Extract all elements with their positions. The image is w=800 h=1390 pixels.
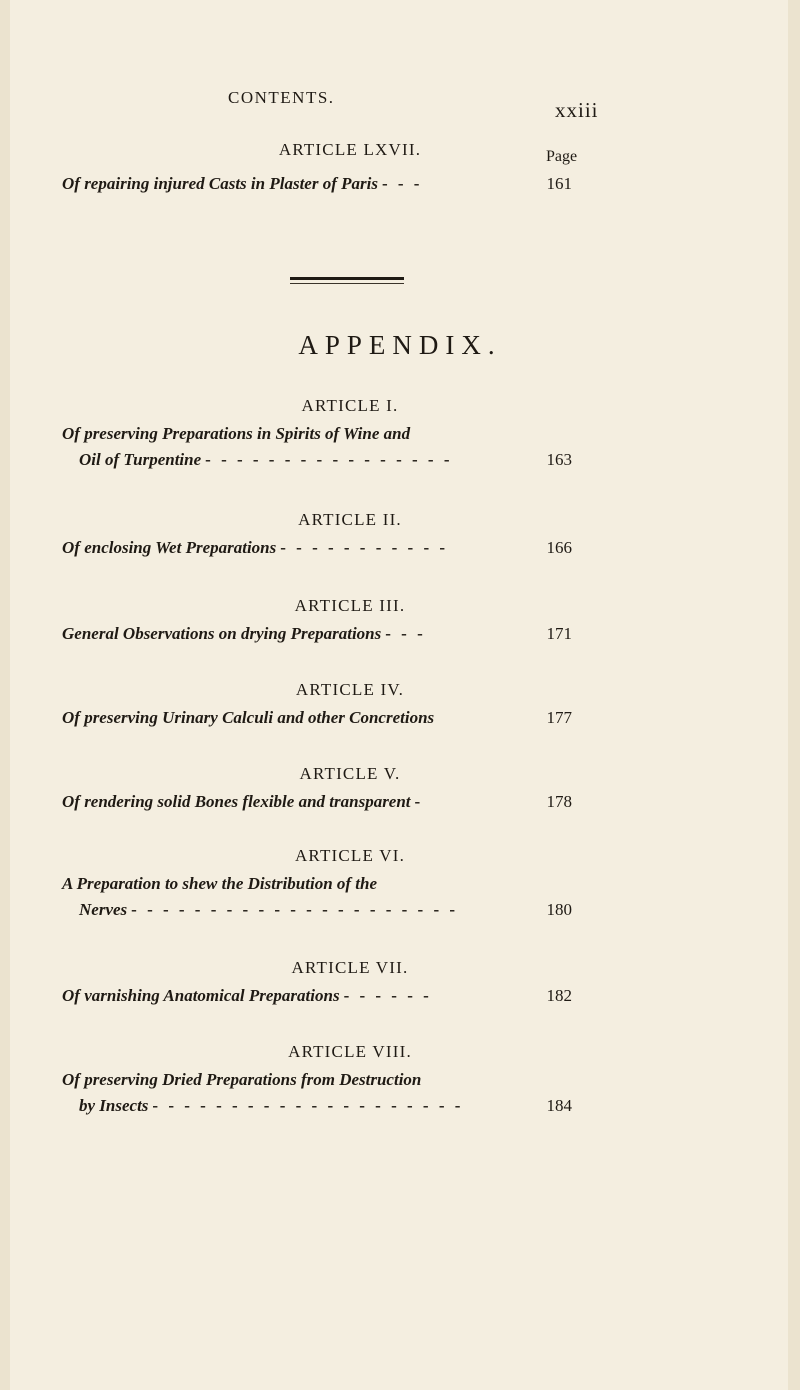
- toc-entry-iii: [62, 624, 572, 650]
- toc-entry-line: [62, 1070, 572, 1096]
- toc-entry-line: [62, 900, 572, 926]
- toc-entry-title-cont: Nerves: [79, 900, 128, 919]
- dot-leader: - - -: [381, 174, 423, 193]
- article-heading-viii: ARTICLE VIII.: [288, 1042, 412, 1061]
- dot-leader: - - -: [385, 624, 426, 643]
- toc-entry-line: [62, 538, 572, 564]
- toc-entry-lxvii: [62, 174, 572, 200]
- toc-entry-line: [62, 792, 572, 818]
- toc-entry-v: [62, 792, 572, 818]
- page-column-label: Page: [546, 148, 578, 165]
- toc-entry-iv: [62, 708, 572, 734]
- dot-leader: -: [414, 792, 424, 811]
- toc-page-number: 182: [546, 986, 572, 1005]
- toc-entry-title-cont: Oil of Turpentine: [79, 450, 202, 469]
- article-heading-iii: ARTICLE III.: [294, 596, 406, 615]
- section-rule: [290, 277, 404, 280]
- toc-page-number: 161: [546, 174, 572, 193]
- article-heading-i: ARTICLE I.: [301, 396, 399, 415]
- article-heading-vi: ARTICLE VI.: [294, 846, 406, 865]
- toc-page-number: 171: [546, 624, 572, 643]
- toc-entry-viii: [62, 1070, 572, 1122]
- toc-entry-line: [62, 874, 572, 900]
- toc-entry-title: A Preparation to shew the Distribution of the: [62, 874, 378, 893]
- toc-entry-line: [62, 624, 572, 650]
- toc-entry-vii: [62, 986, 572, 1012]
- dot-leader: - - - - - - - - - - - - - - - -: [205, 450, 453, 469]
- article-heading-ii: ARTICLE II.: [298, 510, 402, 529]
- running-head-title: CONTENTS.: [228, 88, 335, 107]
- article-heading-vii: ARTICLE VII.: [291, 958, 409, 977]
- toc-entry-line: [62, 1096, 572, 1122]
- section-rule-thin: [290, 283, 404, 284]
- toc-page-number: 180: [546, 900, 572, 919]
- toc-page-number: 184: [546, 1096, 572, 1115]
- toc-entry-title: Of rendering solid Bones flexible and transparent: [62, 792, 411, 811]
- article-heading-v: ARTICLE V.: [299, 764, 401, 783]
- toc-page-number: 166: [546, 538, 572, 557]
- toc-page-number: 178: [546, 792, 572, 811]
- running-head-page-number: xxiii: [555, 98, 599, 122]
- toc-entry-line: [62, 450, 572, 476]
- dot-leader: - - - - - -: [343, 986, 432, 1005]
- dot-leader: - - - - - - - - - - -: [280, 538, 449, 557]
- toc-entry-line: [62, 424, 572, 450]
- toc-entry-title: Of varnishing Anatomical Preparations: [62, 986, 340, 1005]
- toc-entry-vi: [62, 874, 572, 926]
- toc-page-number: 163: [546, 450, 572, 469]
- toc-entry-title-cont: by Insects: [79, 1096, 149, 1115]
- toc-entry-title: General Observations on drying Preparations: [62, 624, 382, 643]
- running-head: [0, 88, 800, 122]
- toc-entry-line: [62, 986, 572, 1012]
- toc-entry-title: Of preserving Preparations in Spirits of Wine and: [62, 424, 411, 443]
- appendix-title: APPENDIX.: [298, 330, 502, 360]
- toc-entry-ii: [62, 538, 572, 564]
- article-heading-lxvii: ARTICLE LXVII.: [278, 140, 422, 159]
- toc-entry-title: Of repairing injured Casts in Plaster of Paris: [62, 174, 378, 193]
- toc-entry-line: [62, 708, 572, 734]
- toc-entry-line: [62, 174, 572, 200]
- dot-leader: - - - - - - - - - - - - - - - - - - - -: [152, 1096, 464, 1115]
- article-heading-iv: ARTICLE IV.: [295, 680, 405, 699]
- toc-entry-title: Of enclosing Wet Preparations: [62, 538, 277, 557]
- toc-entry-i: [62, 424, 572, 476]
- dot-leader: - - - - - - - - - - - - - - - - - - - - -: [131, 900, 459, 919]
- toc-entry-title: Of preserving Urinary Calculi and other Concretions: [62, 708, 435, 727]
- toc-page-number: 177: [546, 708, 572, 727]
- toc-entry-title: Of preserving Dried Preparations from Destruction: [62, 1070, 422, 1089]
